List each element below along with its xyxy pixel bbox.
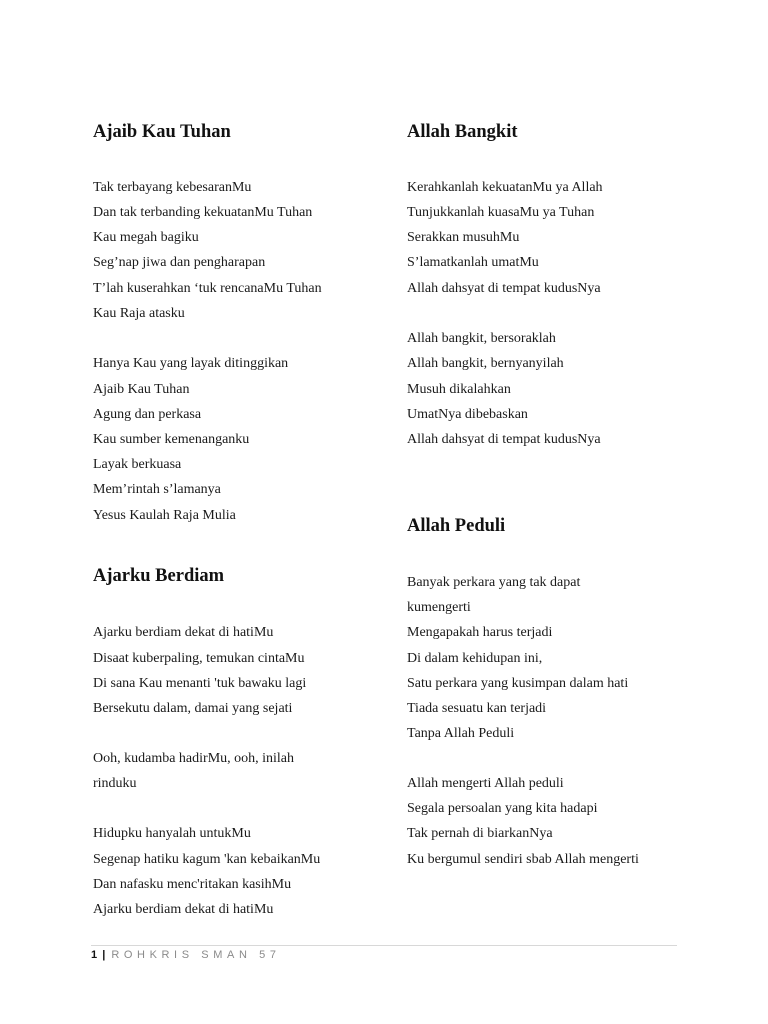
lyric-line: Mem’rintah s’lamanya [93, 482, 221, 497]
lyric-line: Allah bangkit, bernyanyilah [407, 356, 564, 371]
lyric-line: Serakkan musuhMu [407, 230, 520, 245]
lyric-line: Satu perkara yang kusimpan dalam hati [407, 676, 629, 691]
lyric-line: Tanpa Allah Peduli [407, 726, 515, 741]
lyric-line: Kerahkanlah kekuatanMu ya Allah [407, 180, 603, 195]
lyric-line: Hanya Kau yang layak ditinggikan [93, 356, 289, 371]
lyric-line: Bersekutu dalam, damai yang sejati [93, 701, 293, 716]
page-footer [91, 948, 281, 962]
lyric-line: Allah dahsyat di tempat kudusNya [407, 281, 601, 296]
lyric-line: Seg’nap jiwa dan pengharapan [93, 255, 266, 270]
lyric-line: Dan nafasku menc'ritakan kasihMu [93, 877, 292, 892]
lyric-line: Tak pernah di biarkanNya [407, 826, 553, 841]
lyric-line: S’lamatkanlah umatMu [407, 255, 539, 270]
lyric-line: Yesus Kaulah Raja Mulia [93, 508, 236, 523]
lyric-line: Kau Raja atasku [93, 306, 185, 321]
song-title: Ajarku Berdiam [93, 566, 225, 586]
lyric-line: Di dalam kehidupan ini, [407, 651, 543, 666]
lyric-line: Segala persoalan yang kita hadapi [407, 801, 598, 816]
footer-organization: ROHKRIS SMAN 57 [111, 949, 281, 961]
lyric-line: Ooh, kudamba hadirMu, ooh, inilah [93, 751, 295, 766]
lyric-line: Allah dahsyat di tempat kudusNya [407, 432, 601, 447]
lyric-line: Tunjukkanlah kuasaMu ya Tuhan [407, 205, 595, 220]
lyric-line: Ajarku berdiam dekat di hatiMu [93, 902, 274, 917]
lyric-line: Di sana Kau menanti 'tuk bawaku lagi [93, 676, 307, 691]
lyric-line: Ajaib Kau Tuhan [93, 382, 190, 397]
lyric-line: Ajarku berdiam dekat di hatiMu [93, 625, 274, 640]
lyric-line: Kau sumber kemenanganku [93, 432, 250, 447]
song-title: Allah Peduli [407, 516, 506, 536]
footer-separator: | [102, 949, 106, 961]
lyric-line: T’lah kuserahkan ‘tuk rencanaMu Tuhan [93, 281, 322, 296]
lyric-line: Musuh dikalahkan [407, 382, 511, 397]
lyric-line: Tiada sesuatu kan terjadi [407, 701, 547, 716]
lyric-line: Tak terbayang kebesaranMu [93, 180, 252, 195]
lyric-line: Layak berkuasa [93, 457, 182, 472]
lyric-line: Ku bergumul sendiri sbab Allah mengerti [407, 852, 639, 867]
lyric-line: UmatNya dibebaskan [407, 407, 528, 422]
song-title: Ajaib Kau Tuhan [93, 122, 231, 142]
lyric-line: Disaat kuberpaling, temukan cintaMu [93, 651, 305, 666]
lyric-line: rinduku [93, 776, 137, 791]
lyric-line: Banyak perkara yang tak dapat [407, 575, 581, 590]
page-number: 1 [91, 949, 98, 961]
lyric-line: Kau megah bagiku [93, 230, 199, 245]
lyric-line: Mengapakah harus terjadi [407, 625, 553, 640]
lyric-line: Allah mengerti Allah peduli [407, 776, 564, 791]
lyric-line: Segenap hatiku kagum 'kan kebaikanMu [93, 852, 321, 867]
lyric-line: Dan tak terbanding kekuatanMu Tuhan [93, 205, 313, 220]
song-title: Allah Bangkit [407, 122, 518, 142]
lyric-line: Hidupku hanyalah untukMu [93, 826, 251, 841]
footer-divider [91, 945, 677, 946]
lyric-line: kumengerti [407, 600, 471, 615]
lyric-line: Allah bangkit, bersoraklah [407, 331, 556, 346]
lyric-line: Agung dan perkasa [93, 407, 202, 422]
